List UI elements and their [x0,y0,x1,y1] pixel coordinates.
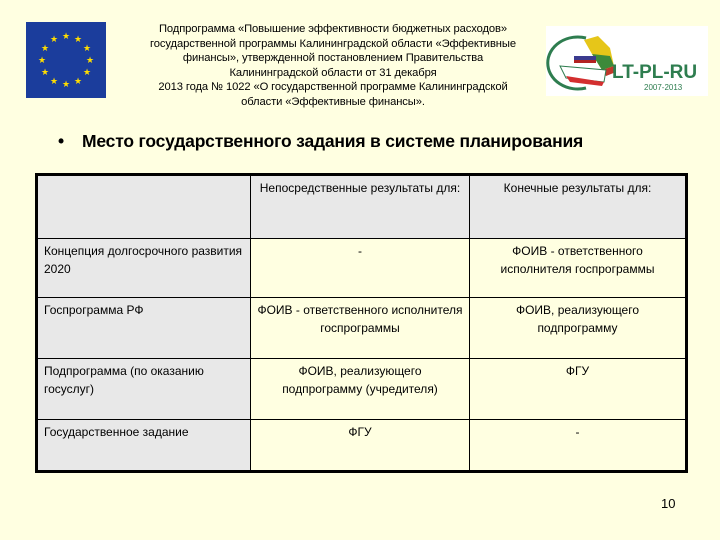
table-row [37,239,687,298]
svg-text:★: ★ [61,80,71,90]
bullet-icon: • [58,131,64,151]
table-cell: - [251,239,470,298]
table-header-cell: Конечные результаты для: [470,175,687,239]
table-cell: Концепция долгосрочного развития 2020 [37,239,251,298]
svg-text:★: ★ [40,68,50,78]
svg-text:2007-2013: 2007-2013 [644,83,683,92]
table-header-row [37,175,687,239]
svg-text:★: ★ [82,44,92,54]
svg-text:★: ★ [82,68,92,78]
svg-text:★: ★ [37,56,47,66]
svg-text:★: ★ [49,77,59,87]
table-cell: ФОИВ - ответственного исполнителя госпрограммы [470,239,687,298]
eu-flag-icon [26,22,106,98]
table-cell: ФГУ [470,359,687,420]
lt-pl-ru-logo [546,26,708,96]
svg-text:LT-PL-RU: LT-PL-RU [612,62,698,83]
table-row [37,359,687,420]
header-line: 2013 года № 1022 «О государственной программе Калининградской [158,81,508,94]
table-cell: ФОИВ, реализующего подпрограмму [470,298,687,359]
header-line: государственной программы Калининградской области «Эффективные [150,37,516,50]
svg-text:★: ★ [40,44,50,54]
table-header-cell: Непосредственные результаты для: [251,175,470,239]
table-cell: ФГУ [251,420,470,472]
section-title [58,131,583,152]
svg-text:★: ★ [73,35,83,45]
table-cell: ФОИВ - ответственного исполнителя госпрограммы [251,298,470,359]
svg-text:★: ★ [61,32,71,42]
table-cell: Госпрограмма РФ [37,298,251,359]
planning-table [35,173,688,473]
header-line: Калининградской области от 31 декабря [229,66,437,79]
table-cell: ФОИВ, реализующего подпрограмму (учредителя) [251,359,470,420]
svg-text:★: ★ [49,35,59,45]
section-title-text: Место государственного задания в системе планирования [82,131,584,151]
header-line: области «Эффективные финансы». [241,95,425,108]
page-number: 10 [661,496,676,511]
header-line: Подпрограмма «Повышение эффективности бюджетных расходов» [158,23,508,35]
table-cell: Подпрограмма (по оказанию госуслуг) [37,359,251,420]
svg-text:★: ★ [85,56,95,66]
table-header-cell [37,175,251,239]
table-row [37,298,687,359]
svg-text:★: ★ [73,77,83,87]
table-cell: - [470,420,687,472]
table-row [37,420,687,472]
table-cell: Государственное задание [37,420,251,472]
header-line: финансы», утвержденной постановлением Правительства [182,52,484,65]
header-program-text [128,22,538,110]
